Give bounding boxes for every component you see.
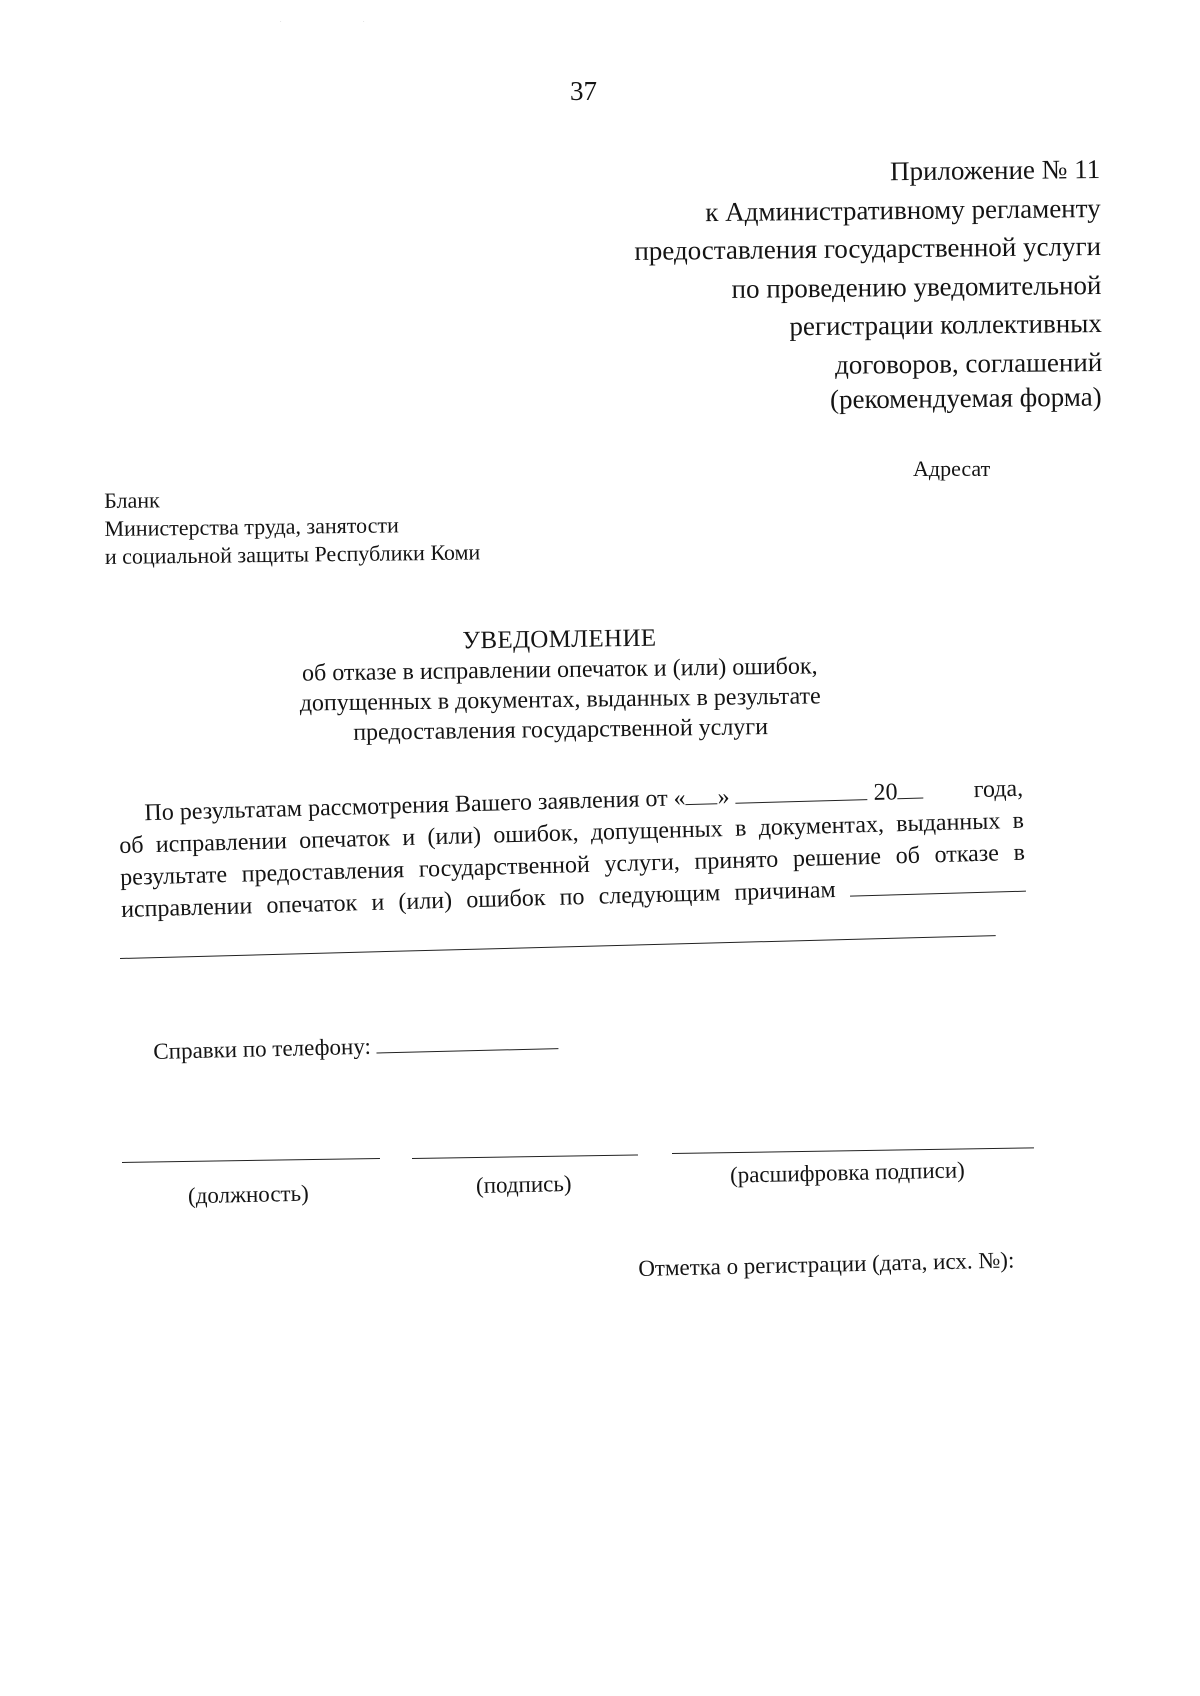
body-word: по <box>559 884 585 911</box>
phone-inquiry <box>153 1026 559 1065</box>
body-word: результате <box>119 861 228 891</box>
reasons-field <box>849 869 1026 897</box>
phone-label: Справки по телефону: <box>153 1033 372 1064</box>
appendix-line: к Административному регламенту <box>705 192 1101 227</box>
body-word: предоставления <box>241 857 405 888</box>
appendix-line: договоров, соглашений <box>834 346 1103 380</box>
notice-heading: УВЕДОМЛЕНИЕ <box>462 624 657 655</box>
body-word: ошибок <box>465 885 546 914</box>
letterhead-line: Бланк <box>104 487 160 513</box>
phone-field <box>376 1026 559 1053</box>
reasons-continuation-line <box>120 935 996 959</box>
appendix-title: Приложение № 11 <box>889 153 1101 187</box>
year-prefix: 20 <box>873 779 898 806</box>
form-note: (рекомендуемая форма) <box>830 381 1103 415</box>
signature-label: (подпись) <box>475 1170 572 1199</box>
body-word: исправлении <box>120 893 253 923</box>
body-word: документах, <box>758 811 885 842</box>
quote-close: » <box>717 783 730 811</box>
body-word: принято <box>694 846 779 875</box>
appendix-line: регистрации коллективных <box>789 307 1102 342</box>
appendix-line: предоставления государственной услуги <box>634 230 1102 266</box>
signature-line <box>412 1154 638 1159</box>
body-word: причинам <box>734 877 837 906</box>
body-word: исправлении <box>155 828 288 858</box>
notice-subtitle-line: об отказе в исправлении опечаток и (или) ошибок, <box>301 653 818 687</box>
letterhead-line: и социальной защиты Республики Коми <box>104 539 481 569</box>
body-word: отказе <box>934 840 1000 869</box>
body-word: и <box>371 889 385 916</box>
day-field <box>685 781 718 805</box>
body-word: следующим <box>598 880 721 910</box>
body-word: (или) <box>398 887 453 916</box>
month-field <box>735 777 868 804</box>
appendix-line: по проведению уведомительной <box>731 269 1102 304</box>
body-word: опечаток <box>298 825 391 854</box>
body-word: об <box>895 842 921 870</box>
addressee-label: Адресат <box>913 456 991 481</box>
notice-subtitle-line: предоставления государственной услуги <box>353 714 769 746</box>
notice-title-block <box>0 617 1121 753</box>
body-word: решение <box>792 843 882 873</box>
body-word: допущенных <box>590 816 724 846</box>
registration-note: Отметка о регистрации (дата, исх. №): <box>638 1247 1015 1281</box>
body-word: ошибок, <box>492 820 579 849</box>
scan-artifact: . . <box>280 18 405 24</box>
body-word: опечаток <box>266 890 358 919</box>
body-word: в <box>734 815 747 842</box>
decoding-label: (расшифровка подписи) <box>729 1157 966 1188</box>
year-field <box>897 776 924 800</box>
body-word: выданных <box>895 808 1001 838</box>
notice-body <box>118 773 1026 926</box>
body-word: в <box>1013 839 1026 867</box>
body-word: услуги, <box>604 849 681 878</box>
body-word: и <box>401 824 416 852</box>
appendix-header <box>540 150 1102 387</box>
letterhead-block <box>104 482 480 571</box>
letterhead-line: Министерства труда, занятости <box>104 512 399 541</box>
position-line <box>122 1158 380 1163</box>
decoding-line <box>672 1147 1034 1154</box>
body-line-1-start: По результатам рассмотрения Вашего заявления от « <box>144 785 686 827</box>
body-word: об <box>118 832 144 859</box>
body-word: государственной <box>418 851 591 883</box>
body-word: в <box>1012 807 1025 835</box>
notice-subtitle-line: допущенных в документах, выданных в результате <box>299 683 821 717</box>
page-number: 37 <box>570 76 597 106</box>
position-label: (должность) <box>187 1180 309 1209</box>
body-line-1-end: года, <box>973 775 1024 804</box>
body-word: (или) <box>427 822 482 851</box>
